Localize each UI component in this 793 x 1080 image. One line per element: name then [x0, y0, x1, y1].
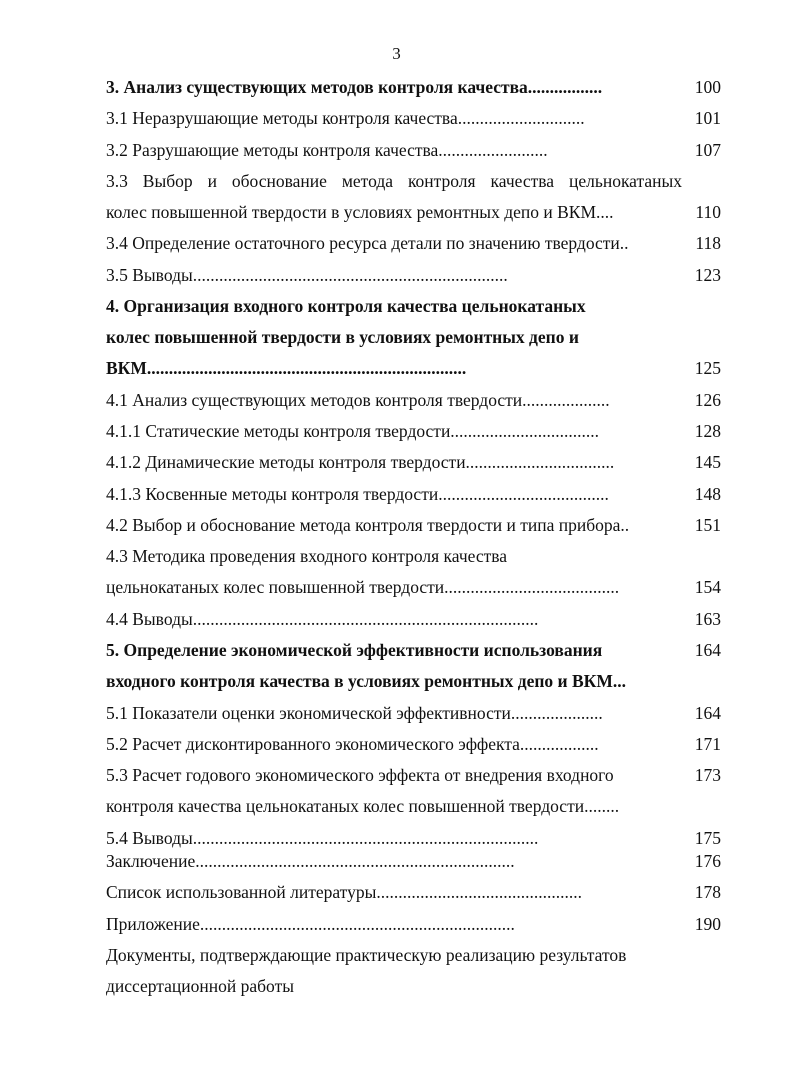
toc-line-3-2: 3.2 Разрушающие методы контроля качества.........................	[106, 140, 548, 160]
toc-page-number: 175	[694, 828, 721, 848]
toc-line-5-3: 5.3 Расчет годового экономического эффекта от внедрения входного	[106, 765, 614, 785]
toc-line-section-3: 3. Анализ существующих методов контроля качества.................	[106, 77, 603, 97]
toc-page-number: 164	[694, 703, 721, 723]
toc-line-4-2: 4.2 Выбор и обоснование метода контроля твердости и типа прибора..	[106, 515, 630, 535]
toc-line-3-3-cont: колес повышенной твердости в условиях ремонтных депо и ВКМ....	[106, 202, 614, 222]
toc-line-5-2: 5.2 Расчет дисконтированного экономического эффекта..................	[106, 734, 599, 754]
toc-page-number: 107	[694, 140, 721, 160]
toc-page-number: 126	[694, 390, 721, 410]
toc-line-3-3: 3.3 Выбор и обоснование метода контроля качества цельнокатаных	[106, 171, 682, 191]
toc-page-number: 151	[694, 515, 721, 535]
toc-line-3-1: 3.1 Неразрушающие методы контроля качества.............................	[106, 108, 585, 128]
toc-page-number: 173	[694, 765, 721, 785]
toc-page-number: 118	[695, 233, 721, 253]
toc-line-conclusion: Заключение.........................................................................	[106, 851, 515, 871]
toc-line-4-4: 4.4 Выводы...............................................................................	[106, 609, 539, 629]
toc-page-number: 154	[694, 577, 721, 597]
toc-line-references: Список использованной литературы...............................................	[106, 882, 582, 902]
toc-page-number: 101	[694, 108, 721, 128]
toc-page-number: 171	[694, 734, 721, 754]
toc-line-4-1-2: 4.1.2 Динамические методы контроля твердости..................................	[106, 452, 615, 472]
toc-line-section-4-cont2: ВКМ.........................................................................	[106, 358, 467, 378]
toc-line-5-3-cont: контроля качества цельнокатаных колес повышенной твердости........	[106, 796, 620, 816]
toc-line-section-4: 4. Организация входного контроля качества цельнокатаных	[106, 296, 586, 316]
toc-line-4-3-cont: цельнокатаных колес повышенной твердости........................................	[106, 577, 620, 597]
toc-line-5-1: 5.1 Показатели оценки экономической эффективности.....................	[106, 703, 603, 723]
toc-line-3-4: 3.4 Определение остаточного ресурса детали по значению твердости..	[106, 233, 629, 253]
toc-page-number: 100	[694, 77, 721, 97]
toc-line-4-1: 4.1 Анализ существующих методов контроля твердости....................	[106, 390, 610, 410]
toc-line-section-5-cont: входного контроля качества в условиях ремонтных депо и ВКМ...	[106, 671, 627, 691]
toc-page-number: 164	[694, 640, 721, 660]
toc-line-documents: Документы, подтверждающие практическую реализацию результатов	[106, 945, 627, 965]
toc-page-number: 148	[694, 484, 721, 504]
toc-page-number: 123	[694, 265, 721, 285]
toc-line-section-4-cont: колес повышенной твердости в условиях ремонтных депо и	[106, 327, 579, 347]
toc-page-number: 145	[694, 452, 721, 472]
toc-line-section-5: 5. Определение экономической эффективности использования	[106, 640, 603, 660]
toc-line-5-4: 5.4 Выводы...............................................................................	[106, 828, 539, 848]
toc-line-appendix: Приложение........................................................................	[106, 914, 515, 934]
toc-line-4-1-3: 4.1.3 Косвенные методы контроля твердости.......................................	[106, 484, 609, 504]
page-number: 3	[392, 44, 401, 63]
toc-line-4-3: 4.3 Методика проведения входного контроля качества	[106, 546, 508, 566]
toc-page-number: 190	[694, 914, 721, 934]
toc-page-number: 128	[694, 421, 721, 441]
toc-page-number: 110	[695, 202, 721, 222]
toc-line-3-5: 3.5 Выводы........................................................................	[106, 265, 508, 285]
toc-page-number: 178	[694, 882, 721, 902]
toc-page-number: 125	[694, 358, 721, 378]
toc-line-documents-cont: диссертационной работы	[106, 976, 294, 996]
toc-page-number: 176	[694, 851, 721, 871]
toc-page-number: 163	[694, 609, 721, 629]
toc-line-4-1-1: 4.1.1 Статические методы контроля твердости..................................	[106, 421, 600, 441]
